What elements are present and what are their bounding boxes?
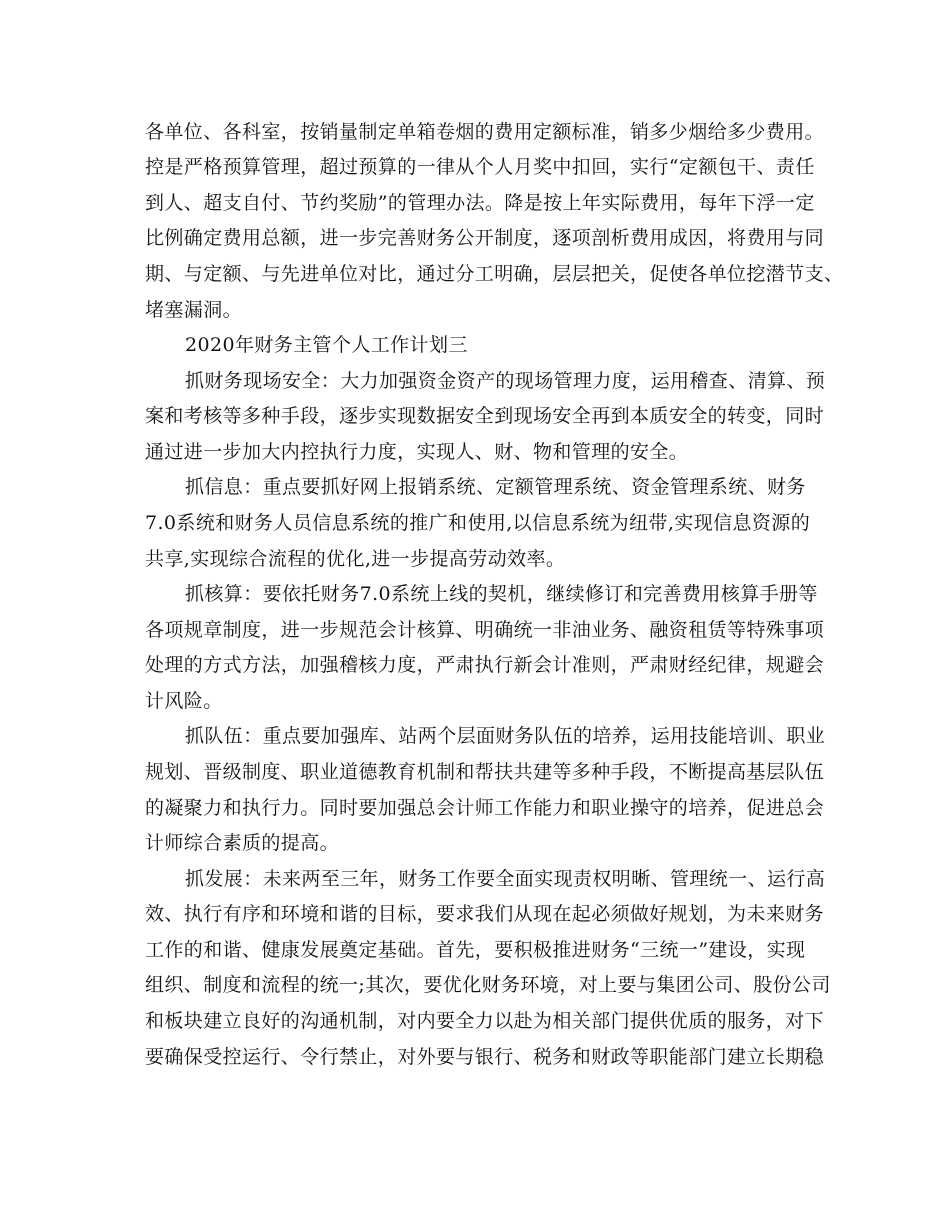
text-line: 规划、晋级制度、职业道德教育机制和帮扶共建等多种手段，不断提高基层队伍 [145,761,825,783]
text-line: 7.0系统和财务人员信息系统的推广和使用,以信息系统为纽带,实现信息资源的 [145,512,811,534]
text-line: 控是严格预算管理，超过预算的一律从个人月奖中扣回，实行“定额包干、责任 [145,156,815,178]
text-line: 期、与定额、与先进单位对比，通过分工明确，层层把关，促使各单位挖潜节支、 [145,263,844,285]
text-line: 共享,实现综合流程的优化,进一步提高劳动效率。 [145,548,566,570]
text-line: 比例确定费用总额，进一步完善财务公开制度，逐项剖析费用成因，将费用与同 [145,227,825,249]
text-line: 通过进一步加大内控执行力度，实现人、财、物和管理的安全。 [145,441,689,463]
text-line: 组织、制度和流程的统一;其次，要优化财务环境，对上要与集团公司、股份公司 [145,974,831,996]
text-line: 要确保受控运行、令行禁止，对外要与银行、税务和财政等职能部门建立长期稳 [145,1046,825,1068]
text-line: 抓发展：未来两至三年，财务工作要全面实现责权明晰、管理统一、运行高 [185,868,826,890]
text-line: 和板块建立良好的沟通机制，对内要全力以赴为相关部门提供优质的服务，对下 [145,1010,825,1032]
text-line: 各项规章制度，进一步规范会计核算、明确统一非油业务、融资租赁等特殊事项 [145,619,825,641]
section-heading: 2020年财务主管个人工作计划三 [185,334,468,356]
text-line: 抓财务现场安全：大力加强资金资产的现场管理力度，运用稽查、清算、预 [185,370,826,392]
text-line: 抓核算：要依托财务7.0系统上线的契机，继续修订和完善费用核算手册等 [185,583,818,605]
text-line: 各单位、各科室，按销量制定单箱卷烟的费用定额标准，销多少烟给多少费用。 [145,121,825,143]
text-line: 效、执行有序和环境和谐的目标，要求我们从现在起必须做好规划，为未来财务 [145,903,825,925]
text-line: 堵塞漏洞。 [145,299,243,321]
text-line: 处理的方式方法，加强稽核力度，严肃执行新会计准则，严肃财经纪律，规避会 [145,654,825,676]
text-line: 计风险。 [145,690,223,712]
text-line: 抓队伍：重点要加强库、站两个层面财务队伍的培养，运用技能培训、职业 [185,725,826,747]
text-line: 计师综合素质的提高。 [145,832,340,854]
text-line: 工作的和谐、健康发展奠定基础。首先，要积极推进财务“三统一”建设，实现 [145,939,806,961]
text-line: 抓信息：重点要抓好网上报销系统、定额管理系统、资金管理系统、财务 [185,476,806,498]
text-line: 案和考核等多种手段，逐步实现数据安全到现场安全再到本质安全的转变，同时 [145,405,825,427]
text-line: 的凝聚力和执行力。同时要加强总会计师工作能力和职业操守的培养，促进总会 [145,797,825,819]
text-line: 到人、超支自付、节约奖励”的管理办法。降是按上年实际费用，每年下浮一定 [145,192,815,214]
